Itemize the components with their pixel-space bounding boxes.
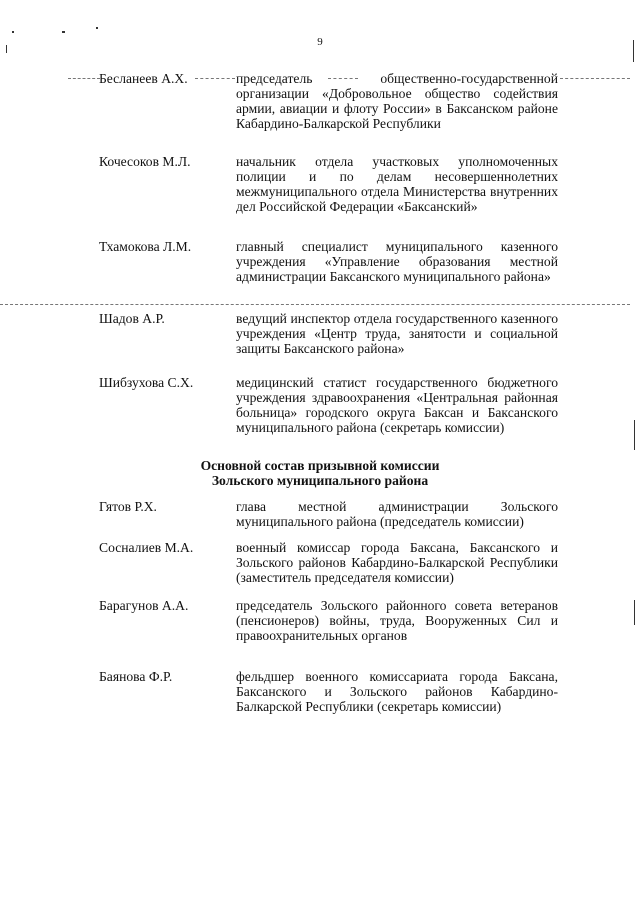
member-position: ведущий инспектор отдела государственного казенного учреждения «Центр труда, занятости и социальной защиты Баксанского района» [236, 311, 558, 356]
member-name: Бесланеев А.Х. [99, 71, 188, 86]
scan-line [195, 78, 235, 79]
member-position: главный специалист муниципального казенного учреждения «Управление образования местной администрации Баксанского муниципального района» [236, 239, 558, 284]
member-position: председатель общественно-государственной организации «Добровольное общество содействия армии, авиации и флоту России» в Баксанском районе Кабардино-Балкарской Республики [236, 71, 558, 131]
member-name: Шадов А.Р. [99, 311, 165, 326]
member-position: председатель Зольского районного совета ветеранов (пенсионеров) войны, труда, Вооруженных Сил и правоохранительных органов [236, 598, 558, 643]
member-name: Гятов Р.Х. [99, 499, 157, 514]
scan-speck [634, 600, 635, 625]
member-name: Кочесоков М.Л. [99, 154, 191, 169]
member-position: начальник отдела участковых уполномоченных полиции и по делам несовершеннолетних межмуниципального отдела Министерства внутренних дел Российской Федерации «Баксанский» [236, 154, 558, 214]
page-number: 9 [317, 36, 323, 48]
scan-speck [6, 45, 7, 53]
scan-speck [12, 31, 14, 33]
scan-speck [633, 40, 634, 62]
scan-speck [96, 27, 98, 29]
section-heading-line2: Зольского муниципального района [211, 473, 429, 488]
section-heading-line1: Основной состав призывной комиссии [200, 458, 440, 473]
member-name: Тхамокова Л.М. [99, 239, 192, 254]
member-name: Шибзухова С.Х. [99, 375, 194, 390]
member-name: Барагунов А.А. [99, 598, 189, 613]
scan-line [68, 78, 100, 79]
member-position: медицинский статист государственного бюджетного учреждения здравоохранения «Центральная районная больница» городского округа Баксан и Баксанского муниципального района (секретарь комиссии) [236, 375, 558, 435]
member-name: Сосналиев М.А. [99, 540, 194, 555]
scan-speck [634, 420, 635, 450]
member-position: фельдшер военного комиссариата города Баксана, Баксанского и Зольского районов Кабардино-Балкарской Республики (секретарь комиссии) [236, 669, 558, 714]
member-position: военный комиссар города Баксана, Баксанского и Зольского районов Кабардино-Балкарской Республики (заместитель председателя комиссии) [236, 540, 558, 585]
section-heading [0, 458, 640, 488]
member-position: глава местной администрации Зольского муниципального района (председатель комиссии) [236, 499, 558, 529]
member-name: Баянова Ф.Р. [99, 669, 173, 684]
scan-line [560, 78, 630, 79]
scan-speck [62, 31, 65, 33]
scan-line [0, 304, 630, 305]
